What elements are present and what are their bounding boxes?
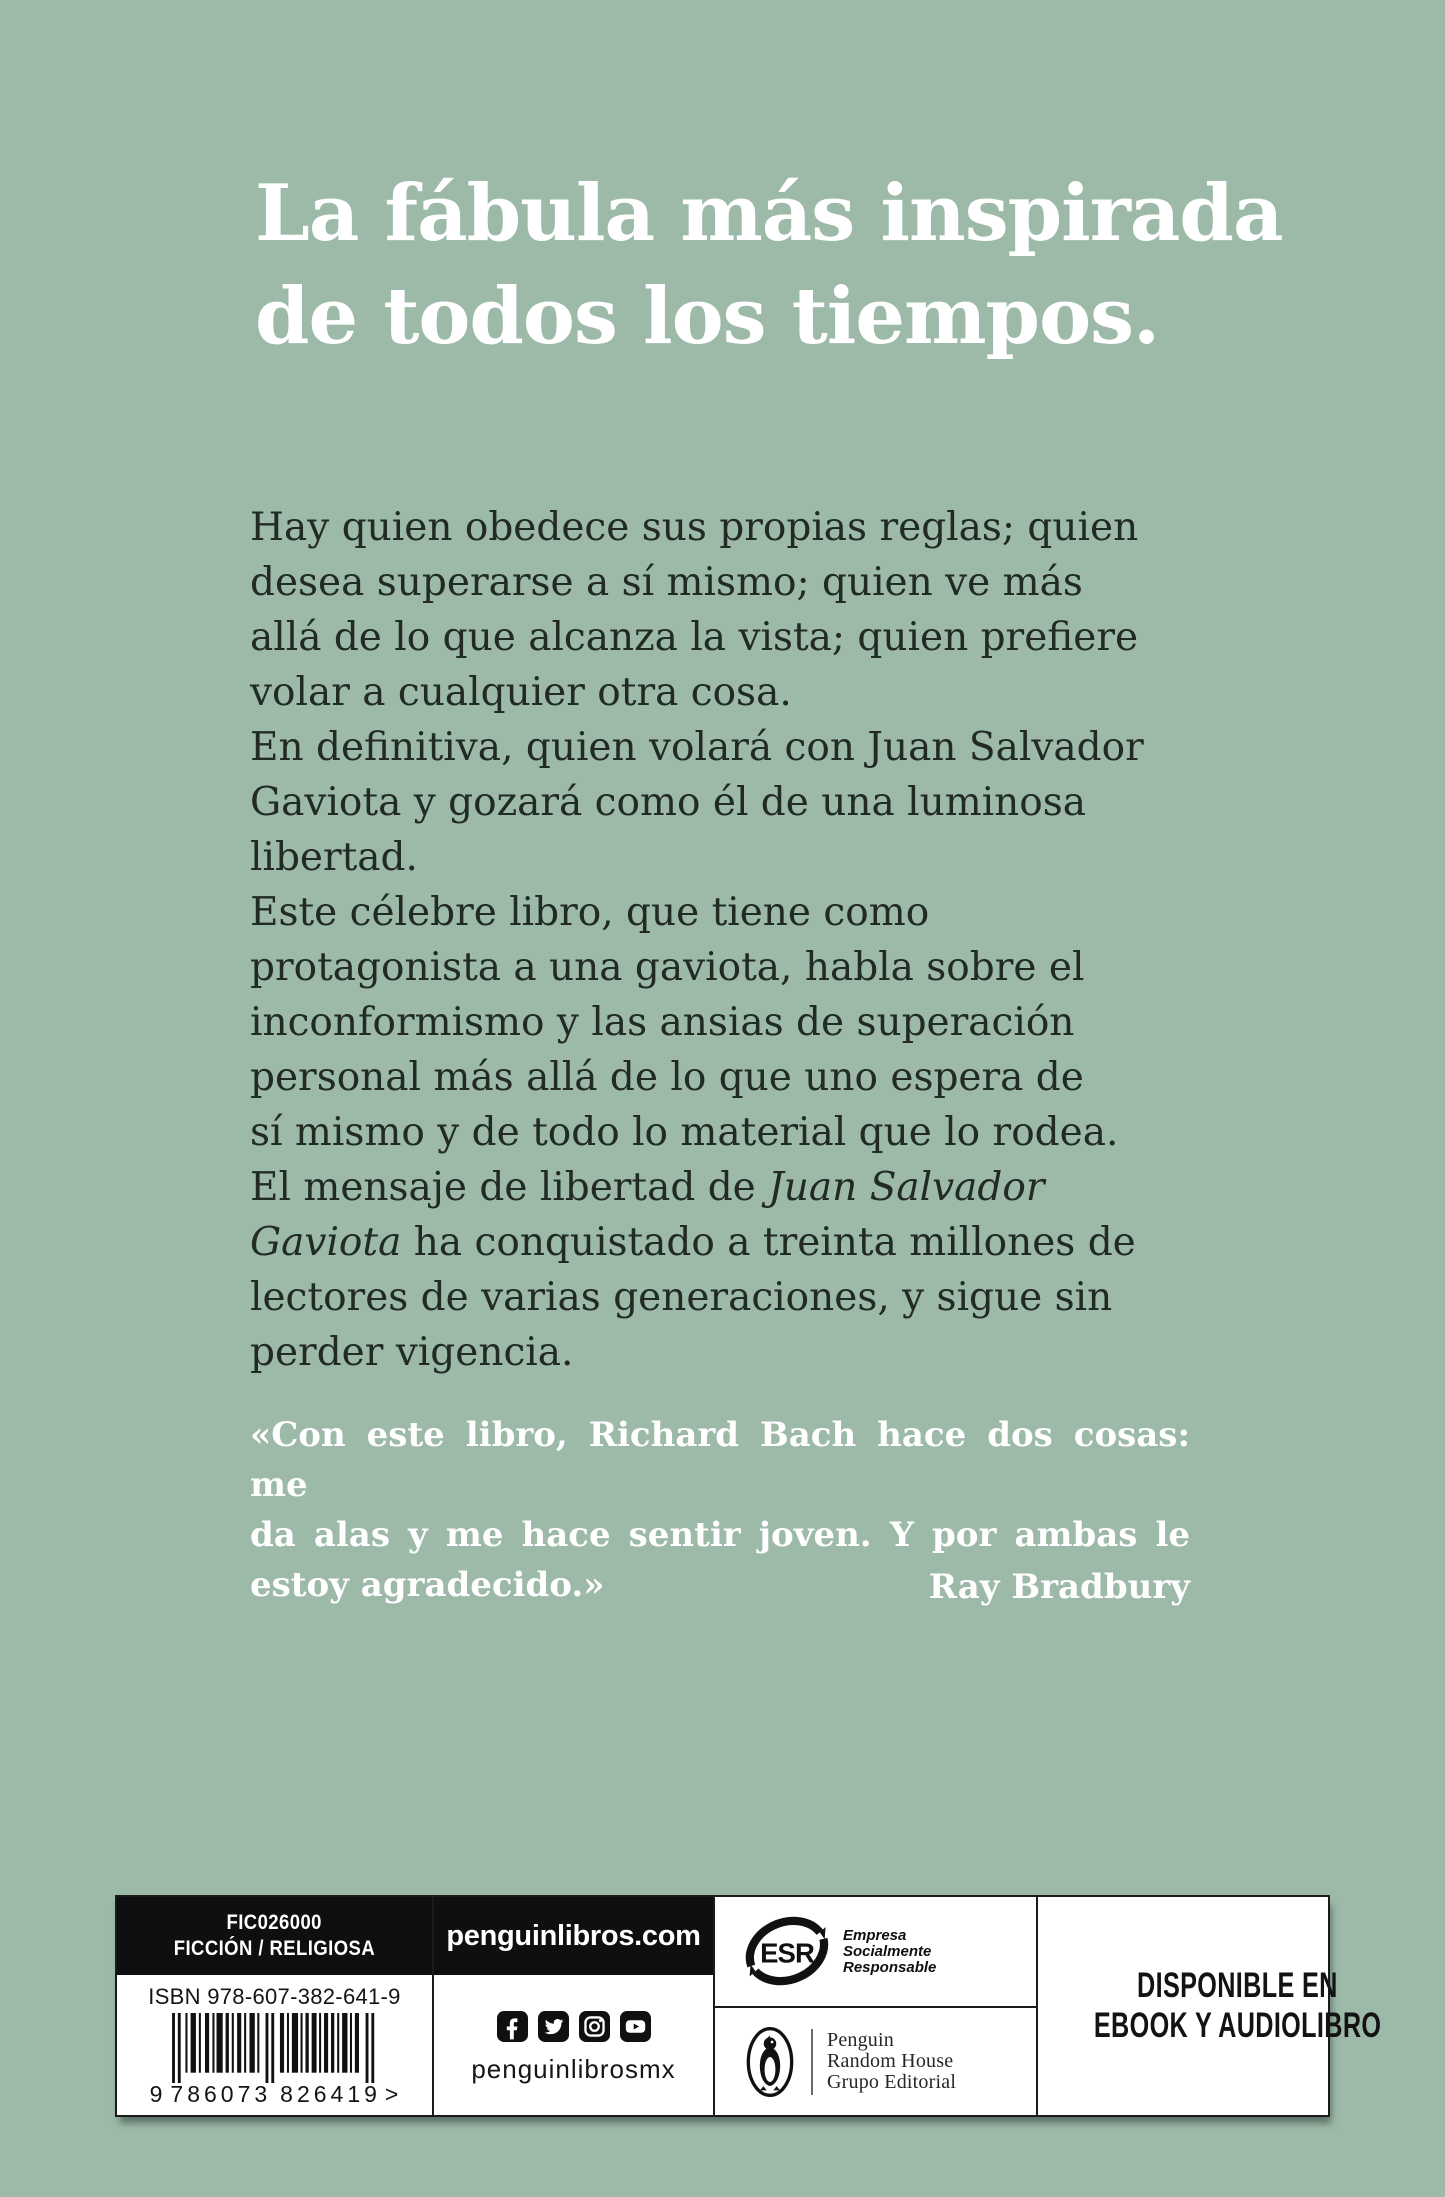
headline	[255, 162, 1283, 368]
availability-cell	[1038, 1897, 1437, 2115]
prh-label	[827, 2030, 956, 2093]
social-handle: penguinlibrosmx	[471, 2054, 676, 2084]
barcode-digit-left: 9	[149, 2081, 164, 2107]
prh-row	[715, 2008, 1036, 2115]
synopsis-line: protagonista a una gaviota, habla sobre el	[250, 945, 1085, 990]
esr-row	[715, 1897, 1036, 2008]
barcode-icon	[157, 2013, 393, 2083]
availability-line1: DISPONIBLE EN	[1137, 1966, 1338, 2005]
barcode-digits-group1: 786073	[170, 2081, 272, 2107]
social-area	[434, 1975, 713, 2115]
synopsis-line: lectores de varias generaciones, y sigue sin	[250, 1275, 1113, 1320]
synopsis	[250, 500, 1190, 1380]
quote-attribution: Ray Bradbury	[928, 1567, 1190, 1607]
synopsis-line: sí mismo y de todo lo material que lo rodea.	[250, 1110, 1119, 1155]
synopsis-line: Hay quien obedece sus propias reglas; quien	[250, 505, 1139, 550]
quote-line: da alas y me hace sentir joven. Y por ambas le	[250, 1515, 1190, 1555]
esr-label-line3: Responsable	[843, 1958, 937, 1976]
synopsis-line: volar a cualquier otra cosa.	[250, 670, 792, 715]
category-isbn-cell	[117, 1897, 434, 2115]
penguin-web-cell	[434, 1897, 715, 2115]
synopsis-line: inconformismo y las ansias de superación	[250, 1000, 1075, 1045]
youtube-icon	[620, 2011, 651, 2042]
prh-label-line1: Penguin	[827, 2029, 894, 2051]
category-code: FIC026000	[226, 1911, 323, 1934]
twitter-icon	[538, 2011, 569, 2042]
facebook-icon	[497, 2011, 528, 2042]
headline-line2: de todos los tiempos.	[255, 271, 1160, 362]
barcode-digits-group2: 826419	[280, 2081, 381, 2107]
barcode-digits	[150, 2081, 400, 2108]
synopsis-line: allá de lo que alcanza la vista; quien prefiere	[250, 615, 1139, 660]
availability-line2: EBOOK Y AUDIOLIBRO	[1093, 2006, 1382, 2045]
social-icons-row	[497, 2011, 651, 2042]
esr-label	[843, 1928, 936, 1976]
synopsis-line: libertad.	[250, 835, 418, 880]
footer-bar	[115, 1895, 1382, 2117]
category-header	[117, 1897, 432, 1975]
website-header	[434, 1897, 713, 1975]
website-url: penguinlibros.com	[446, 1919, 701, 1952]
synopsis-line: perder vigencia.	[250, 1330, 574, 1375]
logos-cell	[715, 1897, 1038, 2115]
quote-line: estoy agradecido.»	[250, 1565, 605, 1605]
esr-logo-icon	[741, 1913, 833, 1991]
synopsis-line: Gaviota ha conquistado a treinta millones de	[250, 1220, 1136, 1265]
prh-label-line3: Grupo Editorial	[827, 2071, 957, 2093]
barcode-arrow: >	[384, 2081, 400, 2107]
isbn-area	[117, 1975, 432, 2115]
svg-text:ESR: ESR	[760, 1937, 814, 1969]
esr-label-line2: Socialmente	[843, 1942, 932, 1960]
synopsis-line: Este célebre libro, que tiene como	[250, 890, 930, 935]
synopsis-line: desea superarse a sí mismo; quien ve más	[250, 560, 1083, 605]
synopsis-line: El mensaje de libertad de Juan Salvador	[250, 1165, 1045, 1210]
synopsis-line: En definitiva, quien volará con Juan Salvador	[250, 725, 1144, 770]
quote-line: «Con este libro, Richard Bach hace dos cosas: me	[250, 1415, 1190, 1505]
synopsis-line: Gaviota y gozará como él de una luminosa	[250, 780, 1087, 825]
penguin-logo-icon	[745, 2024, 795, 2100]
availability-text	[1038, 1897, 1437, 2115]
esr-label-line1: Empresa	[843, 1926, 907, 1944]
isbn-label: ISBN 978-607-382-641-9	[148, 1984, 401, 2009]
synopsis-line: personal más allá de lo que uno espera de	[250, 1055, 1084, 1100]
prh-divider	[811, 2029, 813, 2095]
headline-line1: La fábula más inspirada	[255, 168, 1283, 259]
prh-label-line2: Random House	[827, 2050, 954, 2072]
category-label: FICCIÓN / RELIGIOSA	[173, 1937, 376, 1960]
instagram-icon	[579, 2011, 610, 2042]
